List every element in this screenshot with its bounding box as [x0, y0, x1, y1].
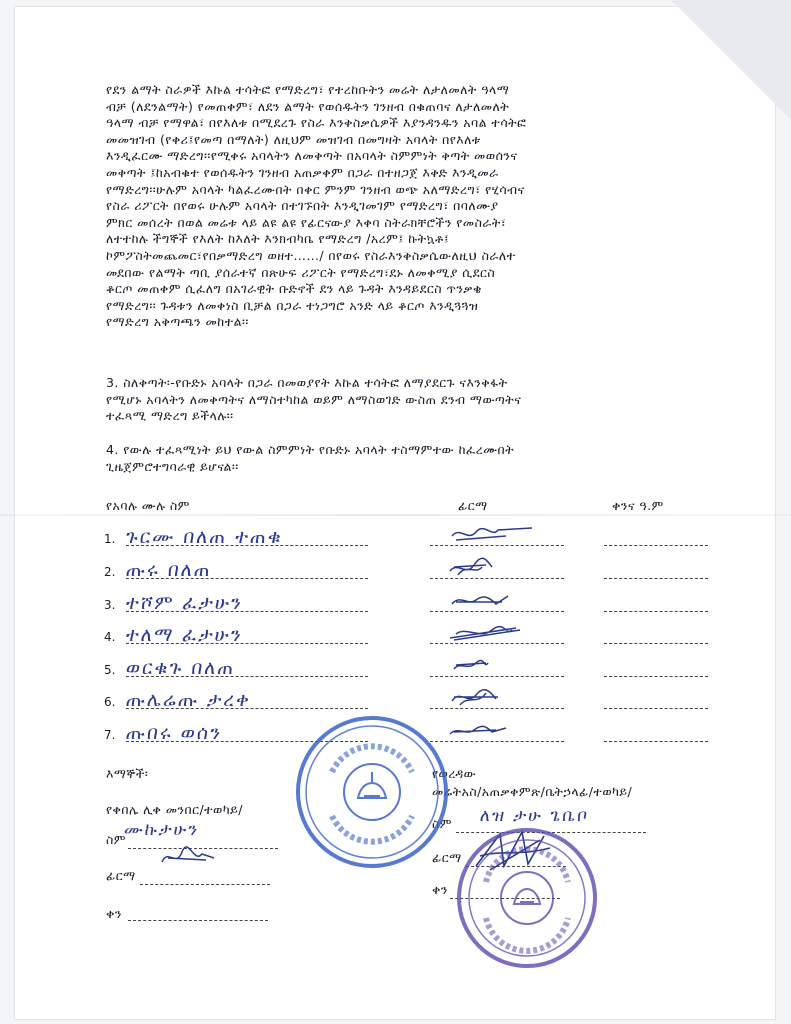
- member-row: [104, 655, 724, 677]
- text-line: ዓላማ ብቻ የማዋል፣ በየእለቱ በሚደረጉ የስራ እንቅስቃሴዎች እያንዳንዱን አባል ተሳትፎ: [106, 115, 527, 131]
- signature-scribble: [446, 590, 536, 612]
- kebele-chairman-label: የቀበሌ ሊቀ መንበር/ተወካይ/: [106, 802, 243, 817]
- date-line: [604, 578, 708, 579]
- admin-date-label: ቀን: [432, 882, 448, 897]
- date-line: [604, 545, 708, 546]
- admin-name-label: ስም: [432, 816, 452, 831]
- name-line: [126, 708, 368, 709]
- text-line: የማድረግ አቅጣጫን መከተል፡፡: [106, 314, 249, 330]
- name-line: [126, 545, 368, 546]
- row-number: 3.: [104, 598, 116, 612]
- text-line: የስራ ሪፖርት በየወሩ ሁሉም አባላት በተገኙበት እንዲገመገም የማድረግ፣ በባለሙያ: [106, 198, 499, 214]
- member-name: ጡሩ በለጠ: [124, 559, 213, 581]
- row-number: 4.: [104, 630, 116, 644]
- text-line: ተፈጻሚ ማድረግ ይችላሉ፡፡: [106, 408, 234, 424]
- signature-scribble: [446, 687, 536, 709]
- witness-signature-line: [140, 884, 270, 885]
- text-line: መደበው የልማት ጣቢ ያሰራተኛ በጽሁፍ ሪፖርት የማድረግ፣ደኑ ለመቀሚያ ሲደርስ: [106, 264, 496, 280]
- text-line: የማድረግ፡፡ሁሉም አባላት ካልፈረሙበት በቀር ምንም ገንዘብ ወጭ አለማድረግ፣ የሂሳብና: [106, 181, 525, 197]
- text-line: መመዝገብ (የቀሪ፤የመጣ በማለት) ለዚህም መዝገብ በመግዛት አባላት በየእለቱ: [106, 131, 481, 147]
- kebele-stamp: [292, 712, 452, 872]
- paragraph-obligations: [106, 82, 706, 331]
- woreda-title: የወረዳው: [432, 766, 477, 781]
- name-line: [126, 643, 368, 644]
- witness-date-label: ቀን: [106, 906, 122, 921]
- member-row: [104, 687, 724, 709]
- witness-name-handwritten: ሙኩታሁን: [122, 820, 201, 840]
- text-line: 3. ስለቅጣት፡-የቡድኑ አባላት በጋራ በመወያየት እኩል ተሳትፎ ለማያደርጉ ናእንቅፋት: [106, 375, 508, 390]
- signature-scribble: [446, 655, 536, 677]
- member-name: ወርቁጉ በለጠ: [124, 657, 237, 679]
- date-line: [604, 676, 708, 677]
- header-member-name: የአባሉ ሙሉ ስም: [106, 498, 190, 513]
- member-name: ጡበሩ ወሰን: [124, 722, 224, 744]
- witness-signature-label: ፊርማ: [106, 868, 136, 883]
- signature-scribble: [446, 622, 536, 644]
- witness-signature-scribble: [158, 842, 218, 872]
- date-line: [604, 611, 708, 612]
- row-number: 7.: [104, 728, 116, 742]
- paragraph-effective-date: [106, 442, 706, 475]
- row-number: 6.: [104, 695, 116, 709]
- signature-scribble: [446, 524, 536, 546]
- row-number: 2.: [104, 565, 116, 579]
- text-line: ብቻ (ለደንልማት) የመጠቀም፣ ለደን ልማት የወሰዱትን ገንዘብ በቁጠባና ለታለመለት: [106, 98, 510, 114]
- member-row: [104, 590, 724, 612]
- member-name: ጡሌሬጡ ታረቀ: [124, 689, 253, 711]
- text-line: ምክር መሰረት በወል መሬቱ ላይ ልዩ ልዩ የፊርናውያ እቀባ ስትራክቸሮችን የመስራት፣: [106, 214, 507, 230]
- admin-signature-label: ፊርማ: [432, 850, 462, 865]
- header-date: ቀንና ዓ.ም: [612, 498, 664, 513]
- text-line: የደን ልማት ስራዎች እኩል ተሳትፎ የማድረግ፣ የተረከቡትን መሬት ለታለመለት ዓላማ: [106, 82, 510, 97]
- text-line: የማድረግ፡፡ ጉዳቱን ለመቀነስ ቢቻል በጋራ ተነጋግሮ አንድ ላይ ቆርጦ እንዲጓጓዝ: [106, 297, 479, 313]
- date-line: [604, 643, 708, 644]
- text-line: እንዲፈርሙ ማድረግ፡፡የሚቀሩ አባላትን ለመቅጣት በአባላት ስምምነት ቅጣት መወሰንና: [106, 148, 518, 164]
- text-line: ኮምፖስትመጨመር፣የበቃማድረግ ወዘተ……/ በየወሩ የስራእንቅስቃሴውለዚህ ስራለተ: [106, 247, 516, 263]
- text-line: ለተተከሉ ችግኞች የእለት ከእለት እንክብካቤ የማድረግ /አረም፤ ኩትኳቶ፤: [106, 231, 450, 247]
- fold-crease: [0, 514, 791, 516]
- member-name: ጉርሙ በለጠ ተጠቁ: [124, 526, 284, 548]
- member-row: [104, 557, 724, 579]
- witnesses-title: እማኞች፡: [106, 766, 149, 781]
- admin-name-handwritten: ለዝ ታሁ ጌቤቦ: [478, 806, 591, 826]
- row-number: 1.: [104, 532, 116, 546]
- signature-scribble: [446, 720, 536, 742]
- text-line: 4. የውሉ ተፈጻሚነት ይህ የውል ስምምነት የቡድኑ አባላት ተስማምተው ከፈረሙበት: [106, 442, 515, 457]
- witness-date-line: [128, 920, 268, 921]
- land-office-label: መሬትአስ/አጠቃቀምጽ/ቤትኃላፊ/ተወካይ/: [432, 784, 633, 799]
- text-line: መቅጣት ፤ከአብቁተ የወሰዱትን ገንዘብ አጠቃቀም በጋራ በተዘጋጀ እቅድ እንዲመራ: [106, 164, 499, 180]
- paragraph-penalty: [106, 375, 706, 425]
- woreda-stamp: [452, 826, 602, 976]
- witness-name-label: ስም: [106, 832, 126, 847]
- text-line: ጊዜጀምሮተግባራዊ ይሆናል፡፡: [106, 458, 239, 474]
- text-line: ቆርጦ መጠቀም ሲፈለግ በአገራዊት ቡድኖች ደን ላይ ጉዳት እንዳይደርስ ጥንቃቄ: [106, 281, 482, 297]
- member-name: ተለማ ፈታሁን: [124, 624, 244, 646]
- date-line: [604, 741, 708, 742]
- member-name: ተሾም ፈታሁን: [124, 592, 245, 614]
- member-row: [104, 524, 724, 546]
- name-line: [126, 611, 368, 612]
- header-signature: ፊርማ: [458, 498, 488, 513]
- signature-scribble: [446, 557, 536, 579]
- row-number: 5.: [104, 663, 116, 677]
- text-line: የሚሆኑ አባላትን ለመቅጣትና ለማስተካከል ወይም ለማስወገድ ውስጠ ደንብ ማውጣትና: [106, 391, 522, 407]
- date-line: [604, 708, 708, 709]
- name-line: [126, 676, 368, 677]
- name-line: [126, 578, 368, 579]
- member-row: [104, 622, 724, 644]
